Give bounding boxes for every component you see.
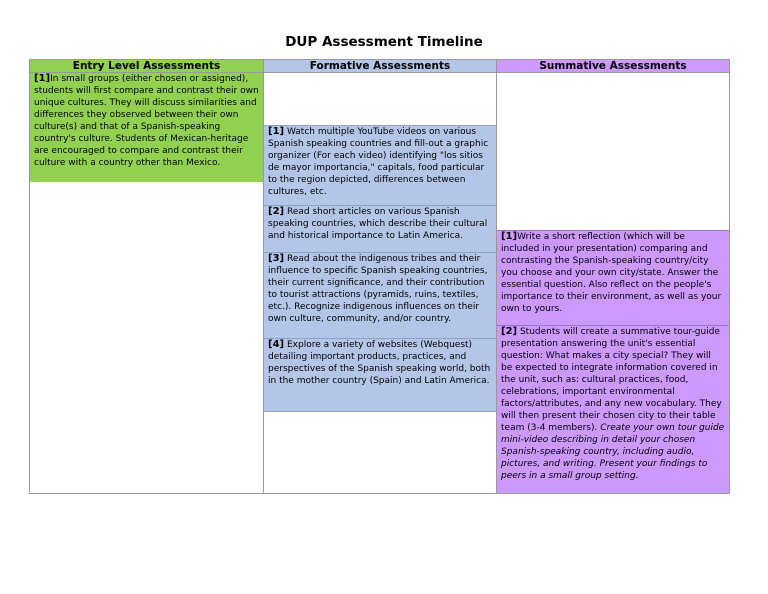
formative-item-number: [3]: [268, 253, 285, 264]
formative-item-number: [2]: [268, 206, 285, 217]
formative-item: [264, 205, 496, 252]
formative-column: [264, 60, 497, 493]
summative-item: [497, 230, 729, 325]
summative-item-number: [2]: [501, 326, 518, 337]
summative-item-text: Write a short reflection (which will be included in your presentation) comparing and contrasting the Spanish-speaking country/city you choose and your own city/state. Answer the essential question. Also reflect on the people's importance to their environment, as well as your own to yours.: [501, 232, 722, 314]
formative-item-number: [4]: [268, 339, 285, 350]
page-title: DUP Assessment Timeline: [285, 34, 483, 50]
entry-item-number: [1]: [34, 73, 51, 84]
entry-item: [30, 73, 263, 182]
formative-header: Formative Assessments: [264, 60, 496, 73]
entry-header: Entry Level Assessments: [30, 60, 263, 73]
formative-item: [264, 125, 496, 205]
entry-column: [30, 60, 264, 493]
formative-item-text: Read short articles on various Spanish speaking countries, which describe their cultural and historical importance to Latin America.: [268, 207, 488, 241]
summative-item: [497, 325, 729, 493]
summative-item-text: Students will create a summative tour-guide presentation answering the unit's essential question: What makes a city special? They will be expected to integrate information covered in the unit, such as: cultural practices, food, celebrations, important environmental factors/attributes, and any new vocabulary. They will then present their chosen city to their table team (3-4 members).: [501, 327, 722, 433]
formative-item-text: Watch multiple YouTube videos on various Spanish speaking countries and fill-out a graphic organizer (For each video) identifying "los sitios de mayor importancia," capitals, food particular to the region depicted, differences between cultures, etc.: [268, 127, 489, 197]
summative-item-number: [1]: [501, 231, 518, 242]
entry-item-text: In small groups (either chosen or assigned), students will first compare and contrast their own unique cultures. They will discuss similarities and differences they observed between their own culture(s) and that of a Spanish-speaking country's culture. Students of Mexican-heritage are encouraged to compare and contrast their culture with a country other than Mexico.: [34, 74, 259, 168]
formative-item: [264, 338, 496, 412]
summative-column: [497, 60, 729, 493]
formative-item: [264, 252, 496, 338]
formative-item-text: Explore a variety of websites (Webquest) detailing important products, practices, and perspectives of the Spanish speaking world, both in the mother country (Spain) and Latin America.: [268, 340, 491, 386]
assessment-table: [29, 59, 730, 494]
summative-item-italic: Create your own tour guide mini-video describing in detail your chosen Spanish-speaking country, including audio, pictures, and writing. Present your findings to peers in a small group setting.: [501, 423, 725, 481]
formative-item-number: [1]: [268, 126, 285, 137]
formative-item-text: Read about the indigenous tribes and their influence to specific Spanish speaking countries, their current significance, and their contribution to tourist attractions (pyramids, ruins, textiles, etc.). Recognize indigenous influences on their own culture, community, and/or country.: [268, 254, 488, 324]
summative-header: Summative Assessments: [497, 60, 729, 73]
